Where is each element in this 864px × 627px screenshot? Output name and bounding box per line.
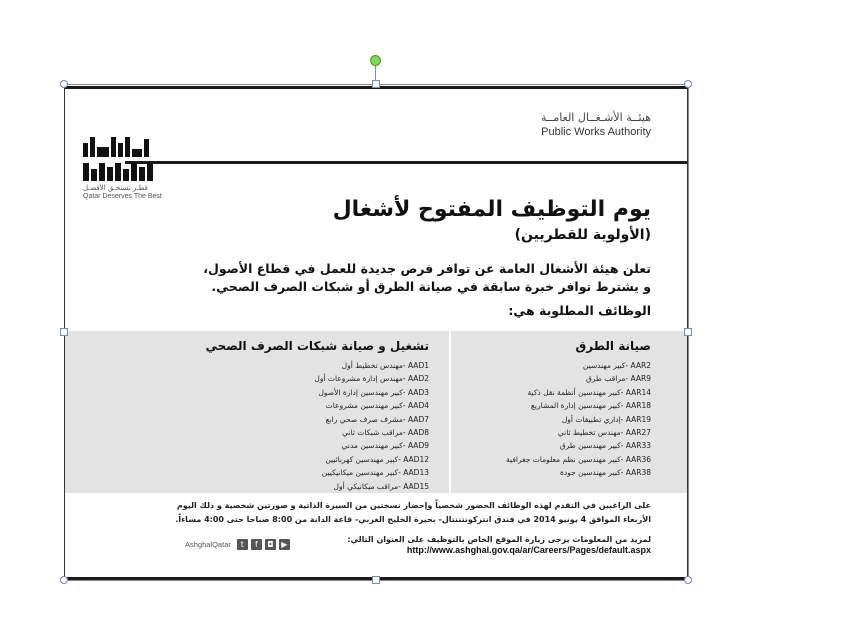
ashghal-latin-wordmark-icon — [83, 163, 173, 181]
list-item: AAD8 -مراقب شبكات ثاني — [342, 428, 429, 438]
list-item: AAD1 -مهندس تخطيط أول — [341, 361, 429, 370]
list-item: AAD4 -كبير مهندسين مشروعات — [325, 401, 429, 411]
resize-handle-bottom-left[interactable] — [60, 576, 68, 584]
list-item: AAR18 -كبير مهندسين إدارة المشاريع — [530, 401, 651, 411]
list-item: AAR2 -كبير مهندسين — [582, 361, 651, 370]
ashghal-arabic-wordmark-icon — [83, 137, 173, 157]
resize-handle-top-center[interactable] — [372, 80, 380, 88]
instagram-icon: ◘ — [265, 539, 276, 550]
jobs-required-label: الوظائف المطلوبة هي: — [508, 303, 651, 318]
list-item: AAD13 -كبير مهندسين ميكانيكيين — [321, 468, 429, 478]
drainage-column — [65, 331, 449, 493]
authority-name-arabic: هيئــة الأشـغــال العامــة — [541, 111, 651, 124]
rotate-handle[interactable] — [370, 55, 381, 66]
social-handle: AshghalQatar — [185, 540, 231, 549]
logo-tagline-arabic: قطـر تستحـق الأفضـل — [83, 184, 148, 192]
list-item: AAD2 -مهندس إدارة مشروعات أول — [314, 374, 429, 384]
resize-handle-top-right[interactable] — [684, 80, 692, 88]
list-item: AAR14 -كبير مهندسين أنظمة نقل ذكية — [527, 387, 651, 397]
social-links — [185, 539, 290, 550]
authority-name-english: Public Works Authority — [541, 126, 651, 138]
resize-handle-top-left[interactable] — [60, 80, 68, 88]
careers-url: http://www.ashghal.gov.qa/ar/Careers/Pages/default.aspx — [406, 545, 651, 555]
facebook-icon: f — [251, 539, 262, 550]
list-item: AAR33 -كبير مهندسين طرق — [559, 441, 651, 451]
drainage-job-list — [314, 359, 429, 493]
list-item: AAR19 -إداري تطبيقات أول — [561, 414, 651, 424]
footer-line-2: الأربعاء الموافق 4 يونيو 2014 في فندق انتركونتننتال- بحيرة الخليج الغربي- قاعة الدانة من 8:00 صباحا حتى 4:00 مساءاً. — [175, 515, 651, 524]
roads-title: صيانة الطرق — [575, 339, 651, 353]
list-item: AAR36 -كبير مهندسين نظم معلومات جغرافية — [506, 454, 651, 464]
resize-handle-bottom-right[interactable] — [684, 576, 692, 584]
footer-line-1: على الراغبين في التقدم لهذه الوظائف الحضور شخصياً وإحضار نسختين من السيرة الذاتية و صورتين شخصية و ذلك اليوم — [176, 501, 651, 510]
list-item: AAR9 -مراقب طرق — [585, 374, 651, 384]
list-item: AAD7 -مشرف صرف صحي رابع — [325, 414, 429, 424]
list-item: AAD3 -كبير مهندسين إدارة الأصول — [318, 387, 429, 397]
resize-handle-bottom-center[interactable] — [372, 576, 380, 584]
list-item: AAD9 -كبير مهندسين مدني — [341, 441, 429, 451]
headline-title: يوم التوظيف المفتوح لأشغال — [332, 197, 651, 222]
drainage-title: تشغيل و صيانة شبكات الصرف الصحي — [205, 339, 429, 353]
list-item: AAR27 -مهندس تخطيط ثاني — [557, 428, 651, 438]
jobs-panel — [65, 331, 687, 493]
headline-subtitle: (الأولوية للقطريين) — [514, 227, 651, 243]
list-item: AAD15 -مراقب ميكانيكي أول — [333, 481, 429, 491]
job-advertisement-image[interactable] — [64, 86, 688, 580]
youtube-icon: ▶ — [279, 539, 290, 550]
twitter-icon: t — [237, 539, 248, 550]
intro-line-1: تعلن هيئة الأشغال العامة عن توافر فرص جديدة للعمل في قطاع الأصول، — [203, 261, 651, 276]
list-item: AAD12 -كبير مهندسين كهربائيين — [325, 454, 429, 464]
roads-column — [449, 331, 687, 493]
header-rule — [125, 161, 687, 164]
footer-line-3: لمزيد من المعلومات يرجى زيارة الموقع الخاص بالتوظيف على العنوان التالي: — [347, 535, 651, 544]
resize-handle-middle-left[interactable] — [60, 328, 68, 336]
logo-tagline-english: Qatar Deserves The Best — [83, 193, 162, 200]
intro-line-2: و يشترط توافر خبرة سابقة في صيانة الطرق أو شبكات الصرف الصحي. — [211, 279, 651, 294]
roads-job-list — [506, 359, 651, 480]
resize-handle-middle-right[interactable] — [684, 328, 692, 336]
list-item: AAR38 -كبير مهندسين جودة — [559, 468, 651, 478]
ashghal-logo — [83, 137, 173, 200]
